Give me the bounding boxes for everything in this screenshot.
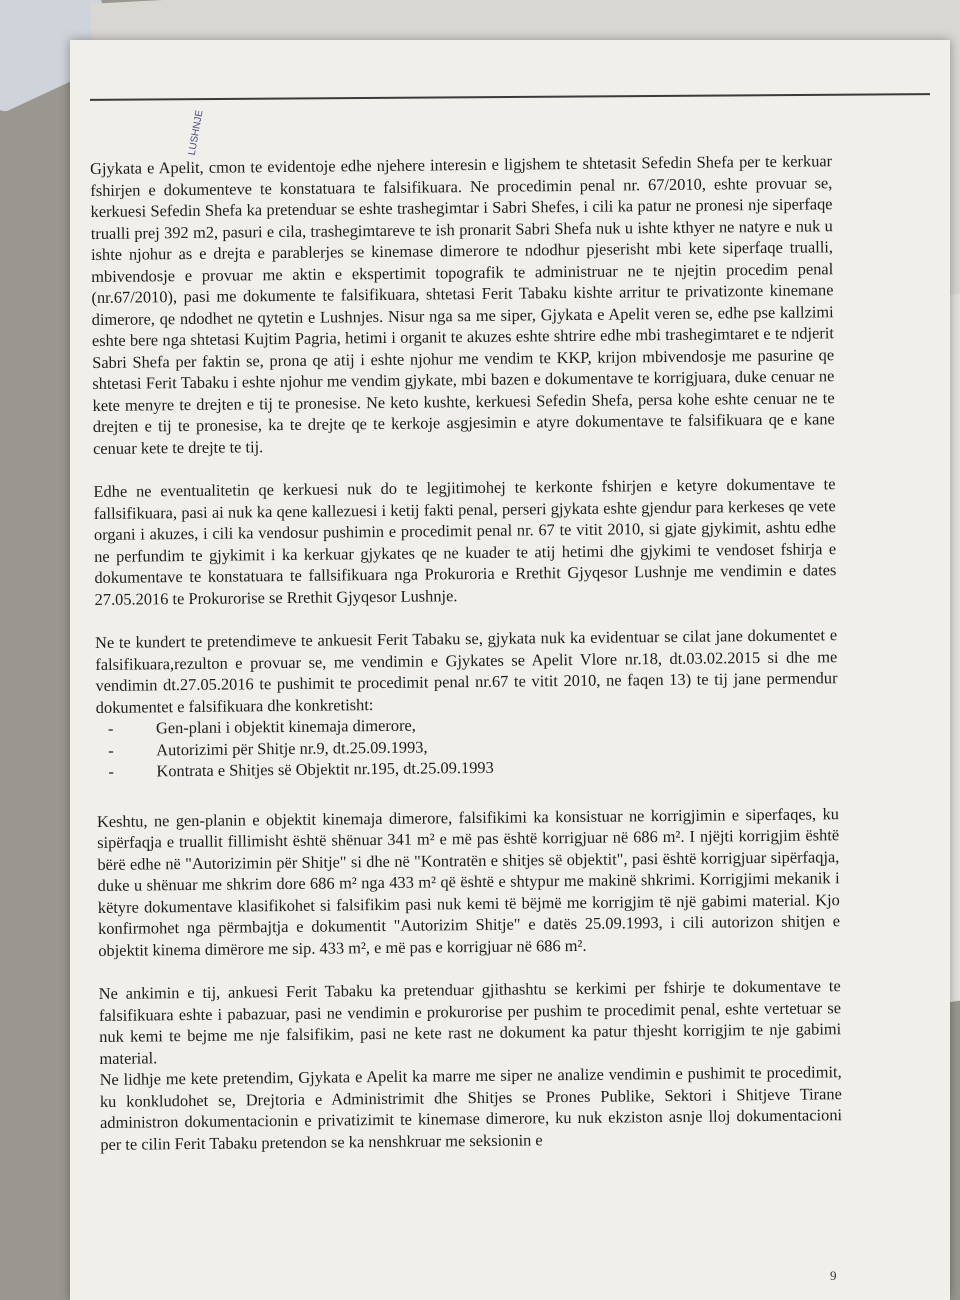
page-number: 9	[830, 1268, 837, 1283]
list-item: - Kontrata e Shitjes së Objektit nr.195, dt.25.09.1993	[156, 753, 838, 782]
document-body	[90, 150, 843, 1177]
stamp-text: LUSHNJE	[186, 109, 206, 157]
falsified-documents-list	[96, 710, 839, 782]
document-page	[70, 40, 950, 1300]
list-item: - Gen-plani i objektit kinemaja dimerore,	[156, 710, 838, 739]
paragraph-1: Gjykata e Apelit, cmon te evidentoje edhe njehere interesin e ligjshem te shtetasit Sefedin Shefa per te kerkuar fshirjen e dokumenteve te konstatuara te falsifikuara. Ne procedimin penal nr. 67/2010, eshte provuar se, kerkuesi Sefedin Shefa ka pretenduar se eshte trashegimtar i Sabri Shefes, i cili ka patur ne pronesi nje siperfaqe trualli prej 392 m2, pasuri e cila, trashegimtareve te ish pronarit Sabri Shefa nuk u ishte kthyer ne natyre e nuk u ishte njohur as e drejta e parablerjes se kinemase dimerore te ndodhur pjeserisht mbi kete siperfaqe trualli, mbivendosje e provuar me aktin e ekspertimit topografik te administruar ne te njejtin procedim penal (nr.67/2010), pasi me dokumente te falsifikuara, shtetasi Ferit Tabaku kishte arritur te privatizonte kinemane dimerore, qe ndodhet ne qytetin e Lushnjes. Nisur nga sa me siper, Gjykata e Apelit veren se, edhe pse kallzimi eshte bere nga shtetasi Kujtim Pagria, hetimi i organit te akuzes eshte shtrire edhe mbi trashegimtaret e te ndjerit Sabri Shefa per faktin se, prona qe atij i eshte njohur me vendim te KKP, krijon mbivendosje me pasurine qe shtetasi Ferit Tabaku i eshte njohur me vendim gjykate, mbi bazen e dokumentave te korrigjuara, duke cenuar ne kete menyre te drejten e tij te pronesise. Ne keto kushte, kerkuesi Sefedin Shefa, persa kohe eshte cenuar ne te drejten e tij te pronesise, ka te drejte qe te kerkoje asgjesimin e atyre dokumentave te falsifikuara qe e kane cenuar kete te drejte te tij.	[90, 151, 835, 458]
list-item: - Autorizimi për Shitje nr.9, dt.25.09.1993,	[156, 732, 838, 761]
paragraph-5: Ne ankimin e tij, ankuesi Ferit Tabaku ka pretenduar gjithashtu se kerkimi per fshirje te dokumentave te falsifikuara eshte i pabazuar, pasi ne vendimin e prokurorise per pushim te procedimit penal, eshte vertetuar se nuk kemi te bejme me nje falsifikim, pasi ne kete rast ne dokument ka patur thjesht korrigjim te nje gabimi material.	[98, 976, 842, 1068]
paragraph-2: Edhe ne eventualitetin qe kerkuesi nuk do te legjitimohej te kerkonte fshirjen e ketyre dokumentave te fallsifikuara, pasi ai nuk ka qene kallezuesi i ketij fakti penal, perseri gjykata eshte gjendur para kerkeses qe vete organi i akuzes, i cili ka vendosur pushimin e procedimit penal nr. 67 te vitit 2010, si gjate gjykimit, ashtu edhe ne perfundim te gjykimit i ka kerkuar gjykates qe ne kuader te atij hetimi dhe gjykimi te vendoset fshirja e dokumentave te konstatuara te fallsifikuara nga Prokuroria e Rrethit Gjyqesor Lushnje me vendimin e dates 27.05.2016 te Prokurorise se Rrethit Gjyqesor Lushnje.	[93, 474, 837, 609]
paragraph-3: Ne te kundert te pretendimeve te ankuesit Ferit Tabaku se, gjykata nuk ka evidentuar se cilat jane dokumentet e falsifikuara,rezulton e provuar se, me vendimin e Gjykates se Apelit Vlore nr.18, dt.03.02.2015 si dhe me vendimin dt.27.05.2016 te pushimit te procedimit penal nr.67 te vitit 2010, ne faqen 13) te tij jane permendur dokumentet e falsifikuara dhe konkretisht:	[94, 625, 838, 717]
paragraph-6: Ne lidhje me kete pretendim, Gjykata e Apelit ka marre me siper ne analize vendimin e pushimit te procedimit, ku konkludohet se, Drejtoria e Administrimit dhe Shitjes se Prones Publike, Sektori i Shitjeve Tirane administron dokumentacionin e privatizimit te kinemase dimerore, ku nuk ekziston asnje lloj dokumentacioni per te cilin Ferit Tabaku pretendon se ka nenshkruar me seksionin e	[99, 1062, 843, 1154]
paragraph-4: Keshtu, ne gen-planin e objektit kinemaja dimerore, falsifikimi ka konsistuar ne korrigjimin e siperfaqes, ku sipërfaqja e truallit fillimisht është shënuar 341 m² e më pas është korrigjuar në 686 m². I njëjti korrigjim është bërë edhe në "Autorizimin për Shitje" si dhe në "Kontratën e shitjes së objektit", pasi është korrigjuar sipërfaqja, duke u shënuar me shkrim dore 686 m² nga 433 m² që është e shtypur me makinë shkrimi. Korrigjimi mekanik i këtyre dokumentave klasifikohet si falsifikim pasi nuk kemi të bëjmë me korrigjim të një gabimi material. Kjo konfirmohet nga përmbajtja e dokumentit "Autorizim Shitje" e datës 25.09.1993, i cili autorizon shitjen e objektit kinema dimërore me sip. 433 m², e më pas e korrigjuar në 686 m².	[96, 803, 841, 960]
